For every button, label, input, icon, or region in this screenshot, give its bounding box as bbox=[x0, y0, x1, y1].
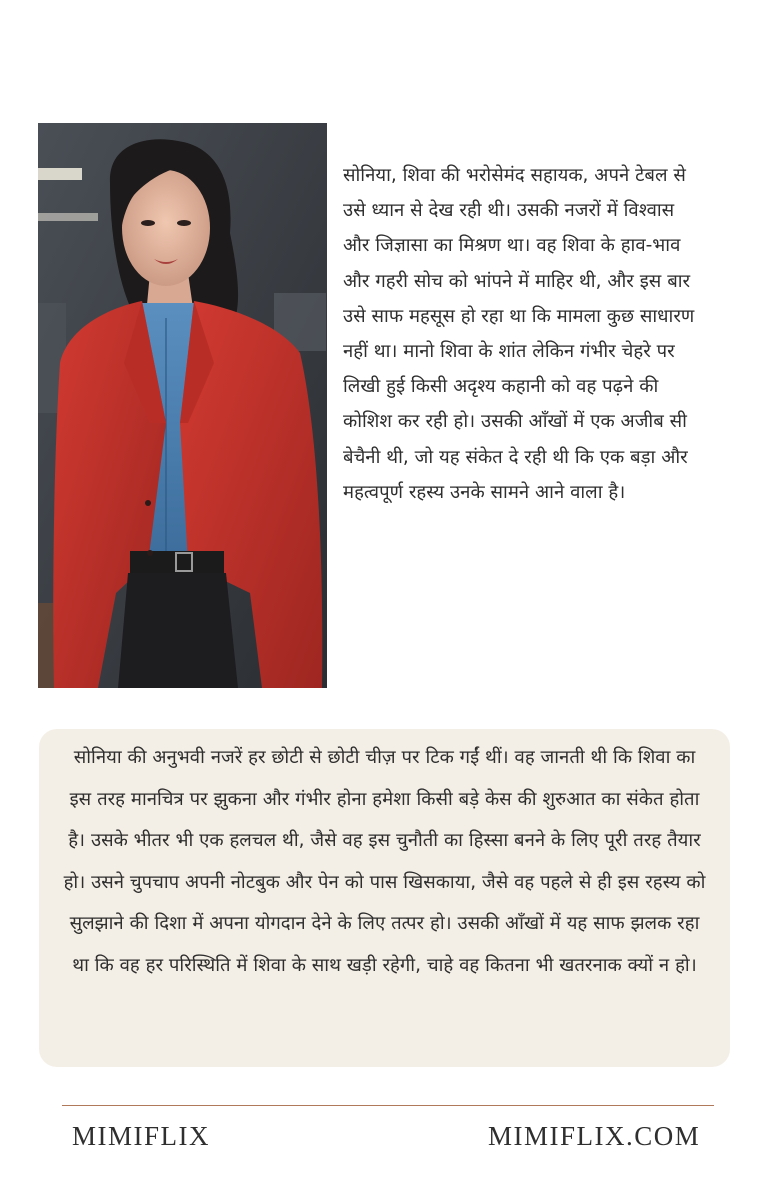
footer-website: MIMIFLIX.COM bbox=[488, 1121, 701, 1151]
highlight-callout-box bbox=[39, 729, 730, 1067]
callout-paragraph: सोनिया की अनुभवी नजरें हर छोटी से छोटी चीज़ पर टिक गईं थीं। वह जानती थी कि शिवा का इस तरह मानचित्र पर झुकना और गंभीर होना हमेशा किसी बड़े केस की शुरुआत का संकेत होता है। उसके भीतर भी एक हलचल थी, जैसे वह इस चुनौती का हिस्सा बनने के लिए पूरी तरह तैयार हो। उसने चुपचाप अपनी नोटबुक और पेन को पास खिसकाया, जैसे वह पहले से ही इस रहस्य को सुलझाने की दिशा में अपना योगदान देने के लिए तत्पर हो। उसकी आँखों में यह साफ झलक रहा था कि वह हर परिस्थिति में शिवा के साथ खड़ी रहेगी, चाहे वह कितना भी खतरनाक क्यों न हो। bbox=[63, 747, 706, 976]
side-paragraph: सोनिया, शिवा की भरोसेमंद सहायक, अपने टेबल से उसे ध्यान से देख रही थी। उसकी नजरों में विश्वास और जिज्ञासा का मिश्रण था। वह शिवा के हाव-भाव और गहरी सोच को भांपने में माहिर थी, और इस बार उसे साफ महसूस हो रहा था कि मामला कुछ साधारण नहीं था। मानो शिवा के शांत लेकिन गंभीर चेहरे पर लिखी हुई किसी अदृश्य कहानी को वह पढ़ने की कोशिश कर रही हो। उसकी आँखों में एक अजीब सी बेचैनी थी, जो यह संकेत दे रही थी कि एक बड़ा और महत्वपूर्ण रहस्य उनके सामने आने वाला है। bbox=[343, 165, 695, 503]
woman-portrait-illustration bbox=[38, 123, 327, 688]
footer-divider bbox=[62, 1105, 714, 1106]
footer-brand: MIMIFLIX bbox=[72, 1121, 210, 1151]
